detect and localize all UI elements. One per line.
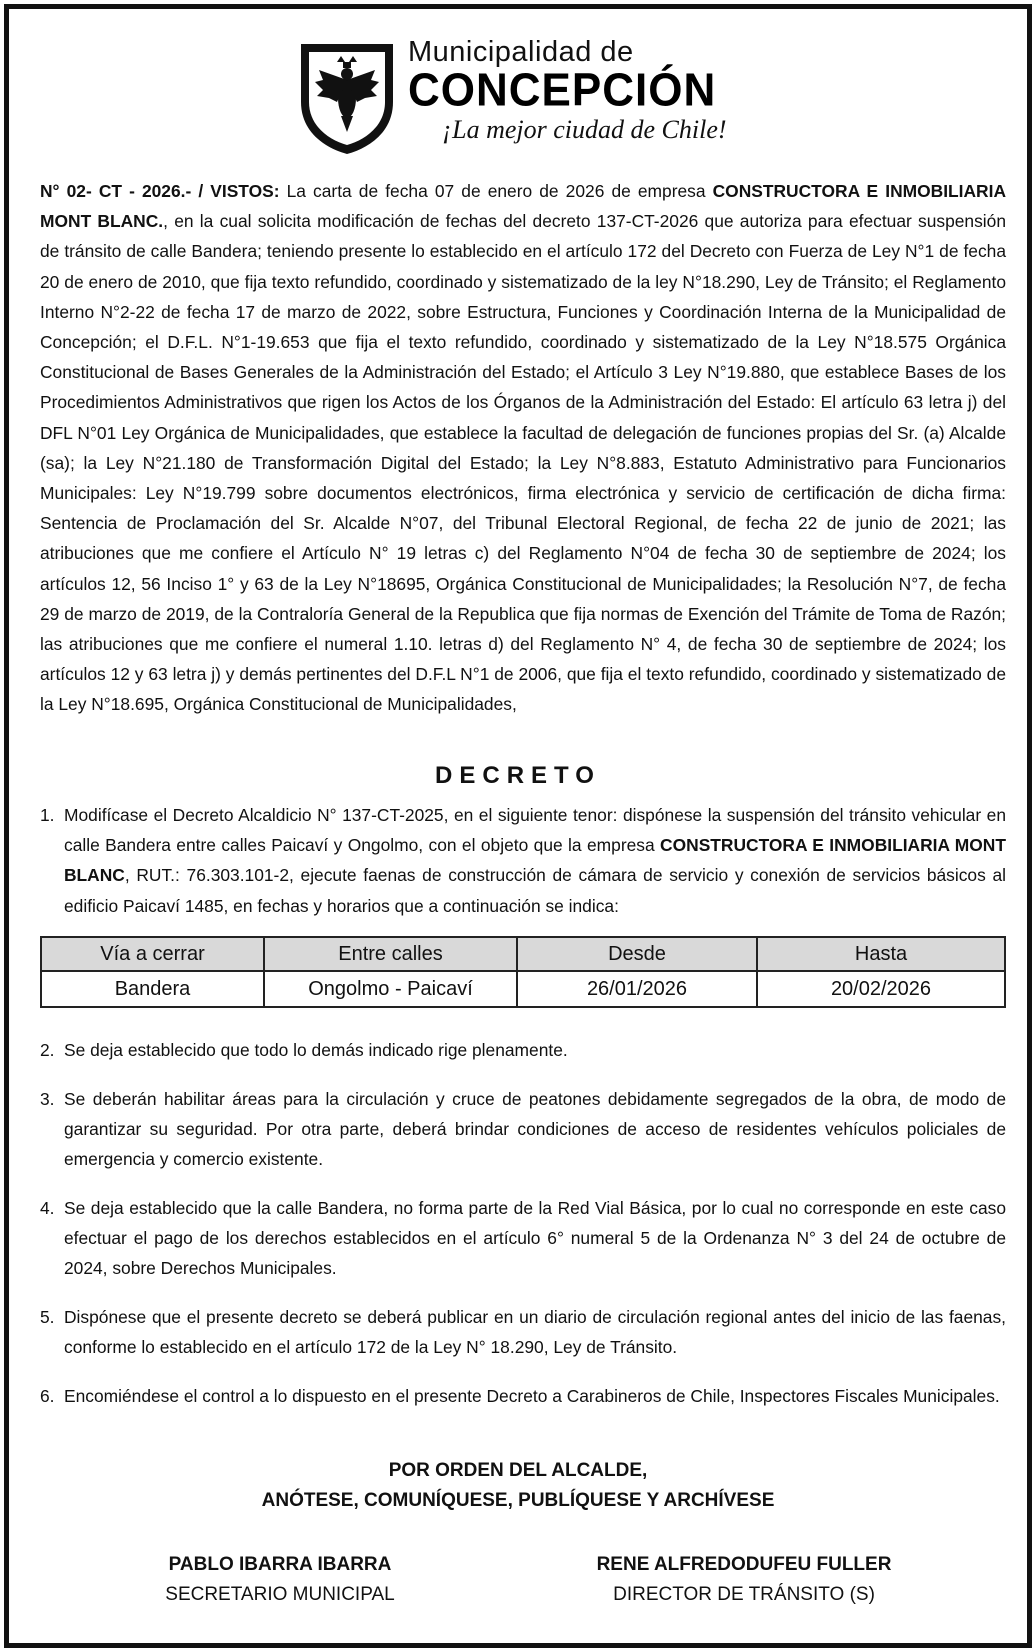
cell-entre: Ongolmo - Paicaví bbox=[264, 971, 517, 1007]
item-1-company: CONSTRUCTORA E INMOBILIARIA MONT BLANC bbox=[64, 835, 1006, 886]
vistos-paragraph bbox=[40, 176, 1006, 720]
vistos-text-2: , en la cual solicita modificación de fechas del decreto 137-CT-2026 que autoriza para efectuar suspensión de tránsito de calle Bandera; teniendo presente lo establecido en el artículo 172 del Decreto con Fuerza de Ley N°1 de fecha 20 de enero de 2010, que fija texto refundido, coordinado y sistematizado de la ley N°18.290, Ley de Tránsito; el Reglamento Interno N°2-22 de fecha 17 de marzo de 2022, sobre Estructura, Funciones y Coordinación Interna de la Municipalidad de Concepción; el D.F.L. N°1-19.653 que fija el texto refundido, coordinado y sistematizado de la Ley N°18.575 Orgánica Constitucional de Bases Generales de la Administración del Estado; el Artículo 3 Ley N°19.880, que establece Bases de los Procedimientos Administrativos que rigen los Actos de los Órganos de la Administración del Estado: El artículo 63 letra j) del DFL N°01 Ley Orgánica de Municipalidades, que establece la facultad de delegación de funciones propias del Sr. (a) Alcalde (sa); la Ley N°21.180 de Transformación Digital del Estado; la Ley N°8.883, Estatuto Administrativo para Funcionarios Municipales: Ley N°19.799 sobre documentos electrónicos, firma electrónica y servicio de certificación de dicha firma: Sentencia de Proclamación del Sr. Alcalde N°07, del Tribunal Electoral Regional, de fecha 22 de junio de 2021; las atribuciones que me confiere el Artículo N° 19 letras c) del Reglamento N°04 de fecha 30 de septiembre de 2024; los artículos 12, 56 Inciso 1° y 63 de la Ley N°18695, Orgánica Constitucional de Municipalidades; la Resolución N°7, de fecha 29 de marzo de 2019, de la Contraloría General de la Republica que fija normas de Exención del Trámite de Toma de Razón; las atribuciones que me confiere el numeral 1.10. letras d) del Reglamento N° 4, de fecha 30 de septiembre de 2024; los artículos 12 y 63 letra j) y demás pertinentes del D.F.L N°1 de 2006, que fija el texto refundido, coordinado y sistematizado de la Ley N°18.695, Orgánica Constitucional de Municipalidades, bbox=[40, 211, 1007, 715]
cell-via: Bandera bbox=[41, 971, 264, 1007]
item-number: 2. bbox=[40, 1040, 55, 1060]
col-header-desde: Desde bbox=[517, 937, 757, 971]
municipal-header bbox=[296, 36, 756, 156]
decree-item-4 bbox=[40, 1193, 1006, 1284]
decree-title: DECRETO bbox=[435, 762, 601, 789]
company-name: CONSTRUCTORA E INMOBILIARIA MONT BLANC. bbox=[40, 181, 1007, 232]
item-text: Se deberán habilitar áreas para la circulación y cruce de peatones debidamente segregados de la obra, de modo de garantizar su seguridad. Por otra parte, deberá brindar condiciones de acceso de residentes vehículos policiales de emergencia y comercio existente. bbox=[64, 1089, 1006, 1170]
item-text: Se deja establecido que todo lo demás indicado rige plenamente. bbox=[64, 1040, 568, 1060]
decree-item-1 bbox=[40, 800, 1006, 921]
col-header-hasta: Hasta bbox=[757, 937, 1005, 971]
item-number: 6. bbox=[40, 1386, 55, 1406]
closing-line-1: POR ORDEN DEL ALCALDE, bbox=[388, 1460, 648, 1481]
item-number: 1. bbox=[40, 805, 55, 825]
closure-table bbox=[40, 936, 1006, 1008]
coat-of-arms-icon bbox=[296, 40, 398, 156]
cell-desde: 26/01/2026 bbox=[517, 971, 757, 1007]
decree-item-2 bbox=[40, 1035, 1006, 1065]
signer-name: RENE ALFREDODUFEU FULLER bbox=[596, 1554, 892, 1575]
signer-name: PABLO IBARRA IBARRA bbox=[168, 1554, 392, 1575]
cell-hasta: 20/02/2026 bbox=[757, 971, 1005, 1007]
item-text: Dispónese que el presente decreto se deberá publicar en un diario de circulación regional antes del inicio de las faenas, conforme lo establecido en el artículo 172 de la Ley N° 18.290, Ley de Tránsito. bbox=[64, 1307, 1006, 1358]
item-1-text-a: Modifícase el Decreto Alcaldicio N° 137-CT-2025, en el siguiente tenor: dispónese la suspensión del tránsito vehicular en calle Bandera entre calles Paicaví y Ongolmo, con el objeto que la empresa bbox=[64, 805, 1006, 856]
decree-item-5 bbox=[40, 1302, 1006, 1362]
col-header-entre: Entre calles bbox=[264, 937, 517, 971]
vistos-text-1: La carta de fecha 07 de enero de 2026 de empresa bbox=[279, 181, 713, 201]
decree-item-3 bbox=[40, 1084, 1006, 1175]
item-text: Se deja establecido que la calle Bandera, no forma parte de la Red Vial Básica, por lo cual no corresponde en este caso efectuar el pago de los derechos establecidos en el artículo 6° numeral 5 de la Ordenanza N° 3 del 24 de octubre de 2024, sobre Derechos Municipales. bbox=[64, 1198, 1006, 1279]
table-row bbox=[41, 971, 1005, 1007]
signer-role: DIRECTOR DE TRÁNSITO (S) bbox=[613, 1584, 875, 1605]
item-number: 3. bbox=[40, 1089, 55, 1109]
signer-role: SECRETARIO MUNICIPAL bbox=[165, 1584, 395, 1605]
signature-secretary bbox=[110, 1550, 450, 1610]
closing-line-2: ANÓTESE, COMUNÍQUESE, PUBLÍQUESE Y ARCHÍVESE bbox=[261, 1490, 775, 1511]
municipality-label: Municipalidad de bbox=[408, 36, 634, 68]
col-header-via: Vía a cerrar bbox=[41, 937, 264, 971]
signature-director bbox=[574, 1550, 914, 1610]
item-1-text-b: , RUT.: 76.303.101-2, ejecute faenas de construcción de cámara de servicio y conexión de servicios básicos al edificio Paicaví 1485, en fechas y horarios que a continuación se indica: bbox=[64, 865, 1006, 916]
item-number: 4. bbox=[40, 1198, 55, 1218]
city-name: CONCEPCIÓN bbox=[408, 64, 717, 117]
slogan: ¡La mejor ciudad de Chile! bbox=[442, 115, 727, 144]
decree-number: N° 02- CT - 2026.- / VISTOS: bbox=[40, 181, 280, 201]
table-header-row bbox=[41, 937, 1005, 971]
item-text: Encomiéndese el control a lo dispuesto en el presente Decreto a Carabineros de Chile, Inspectores Fiscales Municipales. bbox=[64, 1386, 1000, 1406]
decree-item-6 bbox=[40, 1381, 1006, 1411]
item-number: 5. bbox=[40, 1307, 55, 1327]
